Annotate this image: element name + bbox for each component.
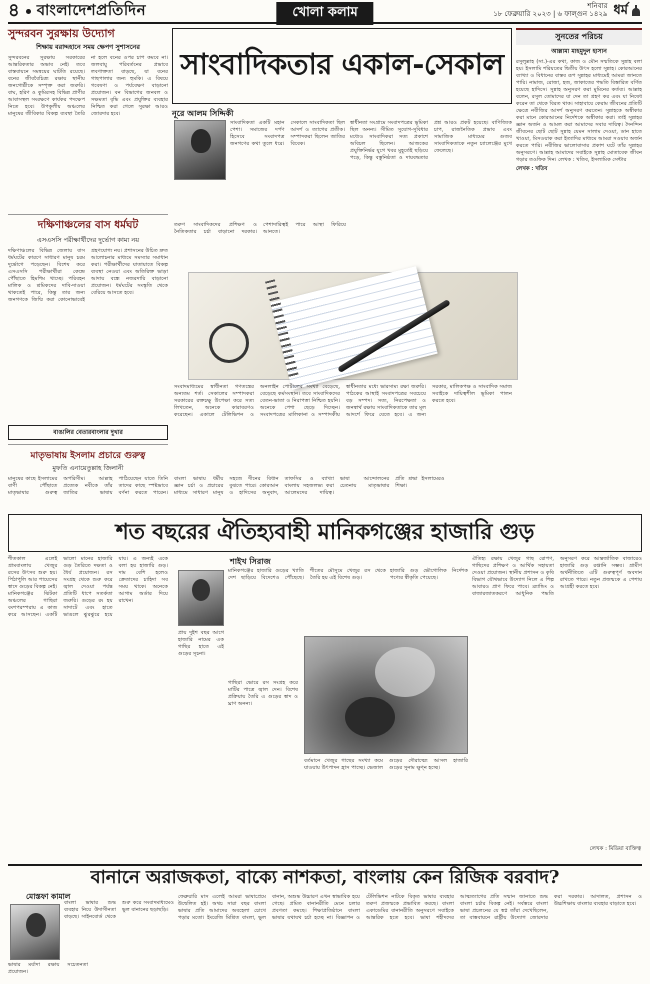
story2-text-b: প্রায় দুইশ বছর আগে হাজারি নামের এক গাছির হাতে এই গুড়ের সূচনা। xyxy=(178,630,224,658)
editorial-text-2: দক্ষিণাঞ্চলের বিভিন্ন জেলায় বাস ধর্মঘটের কারণে সাধারণ মানুষ চরম দুর্ভোগে পড়েছেন। বিশেষ করে এসএসসি পরীক্ষার্থীরা কেন্দ্রে পৌঁছাতে হিমশিম খাচ্ছে। পরিবহন মালিক ও শ্রমিকদের দাবি-দাওয়া থাকতেই পারে, কিন্তু তার জন্য জনগণকে জিম্মি করা কোনোভাবেই গ্রহণযোগ্য নয়। প্রশাসনের উচিত দ্রুত আলোচনার মাধ্যমে সমস্যার সমাধান করা। পরীক্ষার্থীদের যাতায়াতে বিকল্প ব্যবস্থা নেওয়া এবং অতিরিক্ত ভাড়া আদায় বন্ধে নজরদারি বাড়ানো প্রয়োজন। ধর্মঘটের সংস্কৃতি থেকে বেরিয়ে আসতে হবে। xyxy=(8,248,168,304)
right-column-text: রসুলুল্লাহ (সা.)-এর কথা, কাজ ও মৌন সম্মতিকে সুন্নাহ বলা হয়। ইসলামি শরিয়তের দ্বিতীয় উৎস হলো সুন্নাহ। কোরআনের ব্যাখ্যা ও বিধানের বাস্তব রূপ সুন্নাহর মাধ্যমেই আমরা জানতে পারি। নামাজ, রোজা, হজ, জাকাতের পদ্ধতি বিস্তারিত বর্ণিত হয়েছে হাদিসে। সুন্নাহ অনুসরণ করা মুমিনের কর্তব্য। আল্লাহ বলেন, রসুল তোমাদের যা দেন তা গ্রহণ কর এবং যা নিষেধ করেন তা থেকে বিরত থাক। সাহাবায়ে কেরাম জীবনের প্রতিটি ক্ষেত্রে নবীজির আদর্শ অনুসরণ করতেন। সুন্নাহকে অস্বীকার করা মানে কোরআনের নির্দেশকে অস্বীকার করা। তাই সুন্নাহর জ্ঞান অর্জন ও আমল করা আমাদের সবার দায়িত্ব। দৈনন্দিন জীবনের ছোট ছোট সুন্নাহ যেমন সালাম দেওয়া, ডান হাতে খাওয়া, মিসওয়াক করা ইত্যাদির মাধ্যমে আমরা সওয়াব অর্জন করতে পারি। নবীজির ভালোবাসার প্রকাশ ঘটে তাঁর সুন্নাহর অনুসরণে। আল্লাহ আমাদের সবাইকে সুন্নাহ মোতাবেক জীবন গড়ার তওফিক দিন। লেখক : খতিব, ইসলামিক সেন্টার xyxy=(516,59,642,164)
smoke-shape xyxy=(375,647,435,697)
story3-text-a: বাংলা ভাষার শুদ্ধ ব্যবহার নিয়ে উদাসীনতা বাড়ছে। সাইনবোর্ড থেকে শুরু করে সংবাদমাধ্যমেও ভুল বানানের ছড়াছড়ি। xyxy=(64,900,174,921)
right-column-body xyxy=(516,59,642,519)
religion-article-title[interactable]: মাতৃভাষায় ইসলাম প্রচারে গুরুত্ব xyxy=(30,451,146,462)
story2-text-a: মানিকগঞ্জের হাজারি গুড়ের খ্যাতি দেশ ছাড়িয়ে বিদেশেও পৌঁছেছে। শীতের মৌসুমে খেজুর রস থেকে তৈরি হয় এই বিশেষ গুড়। xyxy=(228,568,386,582)
story3-headline[interactable]: বানানে অরাজকতা, বাক্যে নাশকতা, বাংলায় কেন রিজিক বরবাদ? xyxy=(90,866,560,888)
story2-body-d xyxy=(304,758,468,860)
brand-name[interactable]: বাংলাদেশপ্রতিদিন xyxy=(36,0,147,19)
masthead-left xyxy=(8,0,146,27)
editorial-subtitle-1: শিক্ষায় বরাদ্দহানে সময় ক্ষেপণ সুশাসনের xyxy=(36,43,140,52)
editorial-strip: বাঙালির বেতারবাংলার দুখার xyxy=(8,425,168,440)
story2-text-c: গাছিরা ভোরে রস সংগ্রহ করে মাটির পাত্রে জ্বাল দেন। বিশেষ প্রক্রিয়ায় তৈরি এ গুড়ের স্বাদ ও ঘ্রাণ অনন্য। xyxy=(228,680,298,708)
separator-dot-icon xyxy=(26,9,31,14)
pot-shape xyxy=(345,697,395,737)
story2-text-d: বর্তমানে খেজুর গাছের সংখ্যা কমে যাওয়ায় উৎপাদন হ্রাস পাচ্ছে। ভেজাল গুড়ের দৌরাত্ম্যে আসল হাজারি গুড়ের সুনাম ক্ষুণ্ন হচ্ছে। xyxy=(304,758,468,772)
date-label: ১৮ ফেব্রুয়ারি ২০২৩ | ৬ ফাল্গুন ১৪২৯ xyxy=(493,10,608,18)
masthead-right xyxy=(493,1,642,22)
story2-body-e xyxy=(390,568,468,634)
editorial-text-1: সুন্দরবনের সুরক্ষায় সরকারের আন্তরিকতার অভাব নেই। তবে বাস্তবায়নে সমন্বয়ের ঘাটতি রয়েছে। বনের জীববৈচিত্র্য রক্ষায় স্থানীয় জনগোষ্ঠীকে সম্পৃক্ত করা জরুরি। বাঘ, হরিণ ও কুমিরসহ বিভিন্ন প্রাণীর আবাসস্থল সংরক্ষণে কার্যকর পদক্ষেপ নিতে হবে। উপকূলীয় অঞ্চলের মানুষের জীবিকার বিকল্প ব্যবস্থা তৈরি না হলে বনের ওপর চাপ কমবে না। জলবায়ু পরিবর্তনের প্রভাবে লবণাক্ততা বাড়ছে, যা বনের গাছপালার জন্য হুমকি। এ বিষয়ে গবেষণা ও পর্যবেক্ষণ বাড়ানো প্রয়োজন। বন বিভাগের জনবল ও সক্ষমতা বৃদ্ধি এবং প্রযুক্তির ব্যবহার নিশ্চিত করা গেলে সুরক্ষা আরও জোরদার হবে। xyxy=(8,55,168,118)
section-logo xyxy=(613,1,642,22)
story3-body-c xyxy=(178,894,642,980)
day-label: শনিবার xyxy=(587,2,608,11)
story3-text-c: ফেব্রুয়ারি মাস এলেই আমরা ভাষাপ্রেমে উদ্বেলিত হই। অথচ সারা বছর বাংলা ভাষার প্রতি আমাদের অবহেলা চোখে পড়ার মতো। ইংরেজি মিশ্রিত বাংলা, ভুল বানান, অশুদ্ধ উচ্চারণ এখন স্বাভাবিক হয়ে গেছে। প্রমিত বানানরীতি মেনে চলার প্রবণতা কমছে। শিক্ষাপ্রতিষ্ঠানে বাংলা ভাষার যথাযথ চর্চা হচ্ছে না। বিজ্ঞাপন ও টেলিভিশন নাটকে বিকৃত ভাষার ব্যবহার তরুণ প্রজন্মকে প্রভাবিত করছে। বাংলা একাডেমির বানানরীতি অনুসরণে সবাইকে আন্তরিক হতে হবে। ভাষা শহীদদের আত্মত্যাগের প্রতি সম্মান জানাতে শুদ্ধ বাংলা চর্চার বিকল্প নেই। সর্বস্তরে বাংলা ভাষা প্রচলনের যে স্বপ্ন তাঁরা দেখেছিলেন, তা বাস্তবায়নে রাষ্ট্রীয় উদ্যোগ জোরদার করা দরকার। আদালত, প্রশাসন ও উচ্চশিক্ষায় বাংলার ব্যবহার বাড়াতে হবে। xyxy=(178,894,642,922)
editorial-body-2 xyxy=(8,248,168,423)
story3-author-photo xyxy=(10,904,60,960)
religion-article-text: মানুষের কাছে ইসলামের বাণী পৌঁছাতে মাতৃভাষার গুরুত্ব অপরিসীম। আল্লাহ প্রত্যেক নবীকে তাঁর জাতির ভাষায় পাঠিয়েছেন যাতে তিনি তাদের কাছে স্পষ্টভাবে বর্ণনা করতে পারেন। বাংলা ভাষায় ধর্মীয় জ্ঞান চর্চা ও প্রচারের মাধ্যমে সাধারণ মানুষ সহজে দীনের বিধান বুঝতে পারে। কোরআন ও হাদিসের অনুবাদ, তাফসির ও ব্যাখ্যা বাংলায় সহজলভ্য করা আলেমদের দায়িত্ব। ভাষা আন্দোলনের চেতনায় মাতৃভাষার প্রতি শ্রদ্ধা ইসলামেরও শিক্ষা। xyxy=(8,476,445,497)
story2-body-f xyxy=(472,556,642,842)
editorial-title-1[interactable]: সুন্দরবন সুরক্ষায় উদ্যোগ xyxy=(8,27,115,40)
main-headline[interactable]: সাংবাদিকতার একাল-সেকাল xyxy=(180,46,504,81)
right-column-author: আল্লামা মাহমুদুল হাসান xyxy=(551,48,607,55)
story2-headline-box xyxy=(8,514,642,552)
section-label: খোলা কলাম xyxy=(276,2,373,25)
gur-making-photo xyxy=(304,636,468,754)
author-photo xyxy=(174,120,226,180)
date-block xyxy=(493,3,607,18)
masthead xyxy=(8,0,642,24)
main-headline-box xyxy=(172,28,512,104)
story2-headline[interactable]: শত বছরের ঐতিহ্যবাহী মানিকগঞ্জের হাজারি গুড় xyxy=(115,518,535,545)
story3-text-b: ভাষার মর্যাদা রক্ষায় সচেতনতা প্রয়োজন। xyxy=(8,962,88,976)
story2-body-c xyxy=(228,680,298,860)
editorial-title-2[interactable]: দক্ষিণাঞ্চলের বাস ধর্মঘট xyxy=(37,219,139,232)
story2-left-text: শীতকাল এলেই গ্রামবাংলায় খেজুর রসের উৎসব শুরু হয়। পিঠাপুলি আর পায়েসের স্বাদে গুড়ের বিকল্প নেই। মানিকগঞ্জের ঝিটকা অঞ্চলের গাছিরা বংশপরম্পরায় এ কাজ করে আসছেন। একটি ভালো মানের হাজারি গুড় তৈরিতে দক্ষতা ও ধৈর্য প্রয়োজন। রস সংগ্রহ থেকে শুরু করে জ্বাল দেওয়া পর্যন্ত প্রতিটি ধাপে সতর্কতা জরুরি। গুড়ের রং হয় সাদাটে এবং হাতে ভাঙলে ঝুরঝুরে হয়ে যায়। এ জন্যই একে বলা হয় হাজারি গুড়। দাম বেশি হলেও ক্রেতাদের চাহিদা সব সময় থাকে। অনেকে আগাম অর্ডার দিয়ে রাখেন। xyxy=(8,556,168,619)
main-body-d xyxy=(174,384,512,512)
notebook-pen-photo xyxy=(188,272,518,380)
story3-author: মোস্তফা কামাল xyxy=(26,892,71,901)
story2-author: শাইখ সিরাজ xyxy=(230,556,271,566)
editorial-body-1 xyxy=(8,55,168,210)
main-text-b: স্বাধীনতা সংগ্রামে সংবাদপত্রের ভূমিকা ছিল অনন্য। সীমিত সুযোগ-সুবিধার মধ্যেও সাংবাদিকরা সত্য প্রকাশে অবিচল ছিলেন। আজকের প্রযুক্তিনির্ভর যুগে খবর মুহূর্তেই ছড়িয়ে পড়ে, কিন্তু বস্তুনিষ্ঠতা ও দায়বদ্ধতার প্রশ্ন আরও প্রকট হয়েছে। বাণিজ্যিক চাপ, রাজনৈতিক প্রভাব এবং সামাজিক মাধ্যমের গুজব সাংবাদিকতাকে নতুন চ্যালেঞ্জের মুখে ফেলেছে। xyxy=(350,120,512,162)
main-body-c xyxy=(174,222,346,268)
editorial-subtitle-2: এসএসসি পরীক্ষার্থীদের দুর্ভোগ কাম্য নয় xyxy=(36,236,140,245)
page-number: ৪ xyxy=(8,0,20,21)
main-text-c: তরুণ সাংবাদিকদের প্রশিক্ষণ ও নৈতিকতার চর্চা বাড়ানো দরকার। পেশাদারিত্বই পারে আস্থা ফিরিয়ে আনতে। xyxy=(174,222,346,236)
main-text-d: সংবাদমাধ্যমের স্বাধীনতা গণতন্ত্রের অন্যতম শর্ত। সেকালের সম্পাদকরা সরকারের রক্তচক্ষু উপেক্ষা করে সত্য লিখতেন, অনেকে কারাবরণও করেছেন। একালে টেলিভিশন ও অনলাইন পোর্টালের সংখ্যা বেড়েছে, বেড়েছে কর্মসংস্থান। তবে সাংবাদিকদের বেতন-ভাতা ও নিরাপত্তা নিশ্চিত হয়নি। অনেকে পেশা ছেড়ে দিচ্ছেন। সংবাদপত্রের মালিকানা ও সম্পাদকীয় স্বাধীনতার মধ্যে ভারসাম্য রক্ষা জরুরি। পাঠকের আস্থাই সংবাদপত্রের সবচেয়ে বড় সম্পদ। সত্য, নিরপেক্ষতা ও জনস্বার্থ রক্ষায় সাংবাদিকতাকে তার মূল আদর্শে ফিরে যেতে হবে। এ জন্য সরকার, মালিকপক্ষ ও সাংবাদিক সমাজ সবাইকে দায়িত্বশীল ভূমিকা পালন করতে হবে। xyxy=(174,384,512,419)
mosque-icon xyxy=(630,5,642,17)
story2-text-f: ঐতিহ্য রক্ষায় খেজুর গাছ রোপণ, গাছিদের প্রশিক্ষণ ও আর্থিক সহায়তা দেওয়া প্রয়োজন। স্থানীয় প্রশাসন ও কৃষি বিভাগ যৌথভাবে উদ্যোগ নিলে এ শিল্প আবারও প্রাণ ফিরে পাবে। ব্র্যান্ডিং ও বাজারজাতকরণে আধুনিক পদ্ধতি অনুসরণ করে আন্তর্জাতিক বাজারেও হাজারি গুড় রপ্তানি সম্ভব। গ্রামীণ অর্থনীতিতে এটি গুরুত্বপূর্ণ অবদান রাখতে পারে। নতুন প্রজন্মকে এ পেশায় আগ্রহী করতে হবে। xyxy=(472,556,642,598)
religion-article-box xyxy=(8,444,445,504)
religion-article-body xyxy=(8,476,445,504)
story2-body-b xyxy=(178,630,224,860)
right-column-credit: লেখক : খতিব xyxy=(516,166,548,173)
story2-left-body xyxy=(8,556,168,860)
section-right-label: ধর্ম xyxy=(613,2,628,18)
right-column-title[interactable]: সুনতের পরিচয় xyxy=(516,28,642,45)
story3-headline-box xyxy=(8,864,642,890)
editorial-box-2 xyxy=(8,214,168,440)
right-column xyxy=(516,28,642,519)
main-body-b xyxy=(350,120,512,268)
religion-article-author: মুফতি এনায়েতুল্লাহ জিলানী xyxy=(52,464,124,473)
main-body-a xyxy=(230,120,345,218)
glasses-shape xyxy=(209,323,249,363)
story2-credit: লেখক : মিডিয়া ব্যক্তিত্ব xyxy=(589,846,641,852)
story3-body-b xyxy=(8,962,174,982)
story2-text-e: হাজারি গুড় ভৌগোলিক নির্দেশক পণ্যের স্বীকৃতি পেয়েছে। xyxy=(390,568,468,582)
main-text-a: সাংবাদিকতা একটি মহান পেশা। সমাজের দর্পণ হিসেবে সংবাদপত্র জনগণের কথা তুলে ধরে। সেকালে সাংবাদিকতা ছিল আদর্শ ও ত্যাগের প্রতীক। সম্পাদকরা ছিলেন জাতির বিবেক। xyxy=(230,120,345,148)
main-author: নূরে আলম সিদ্দিকী xyxy=(172,108,234,118)
story2-author-photo xyxy=(178,570,224,626)
